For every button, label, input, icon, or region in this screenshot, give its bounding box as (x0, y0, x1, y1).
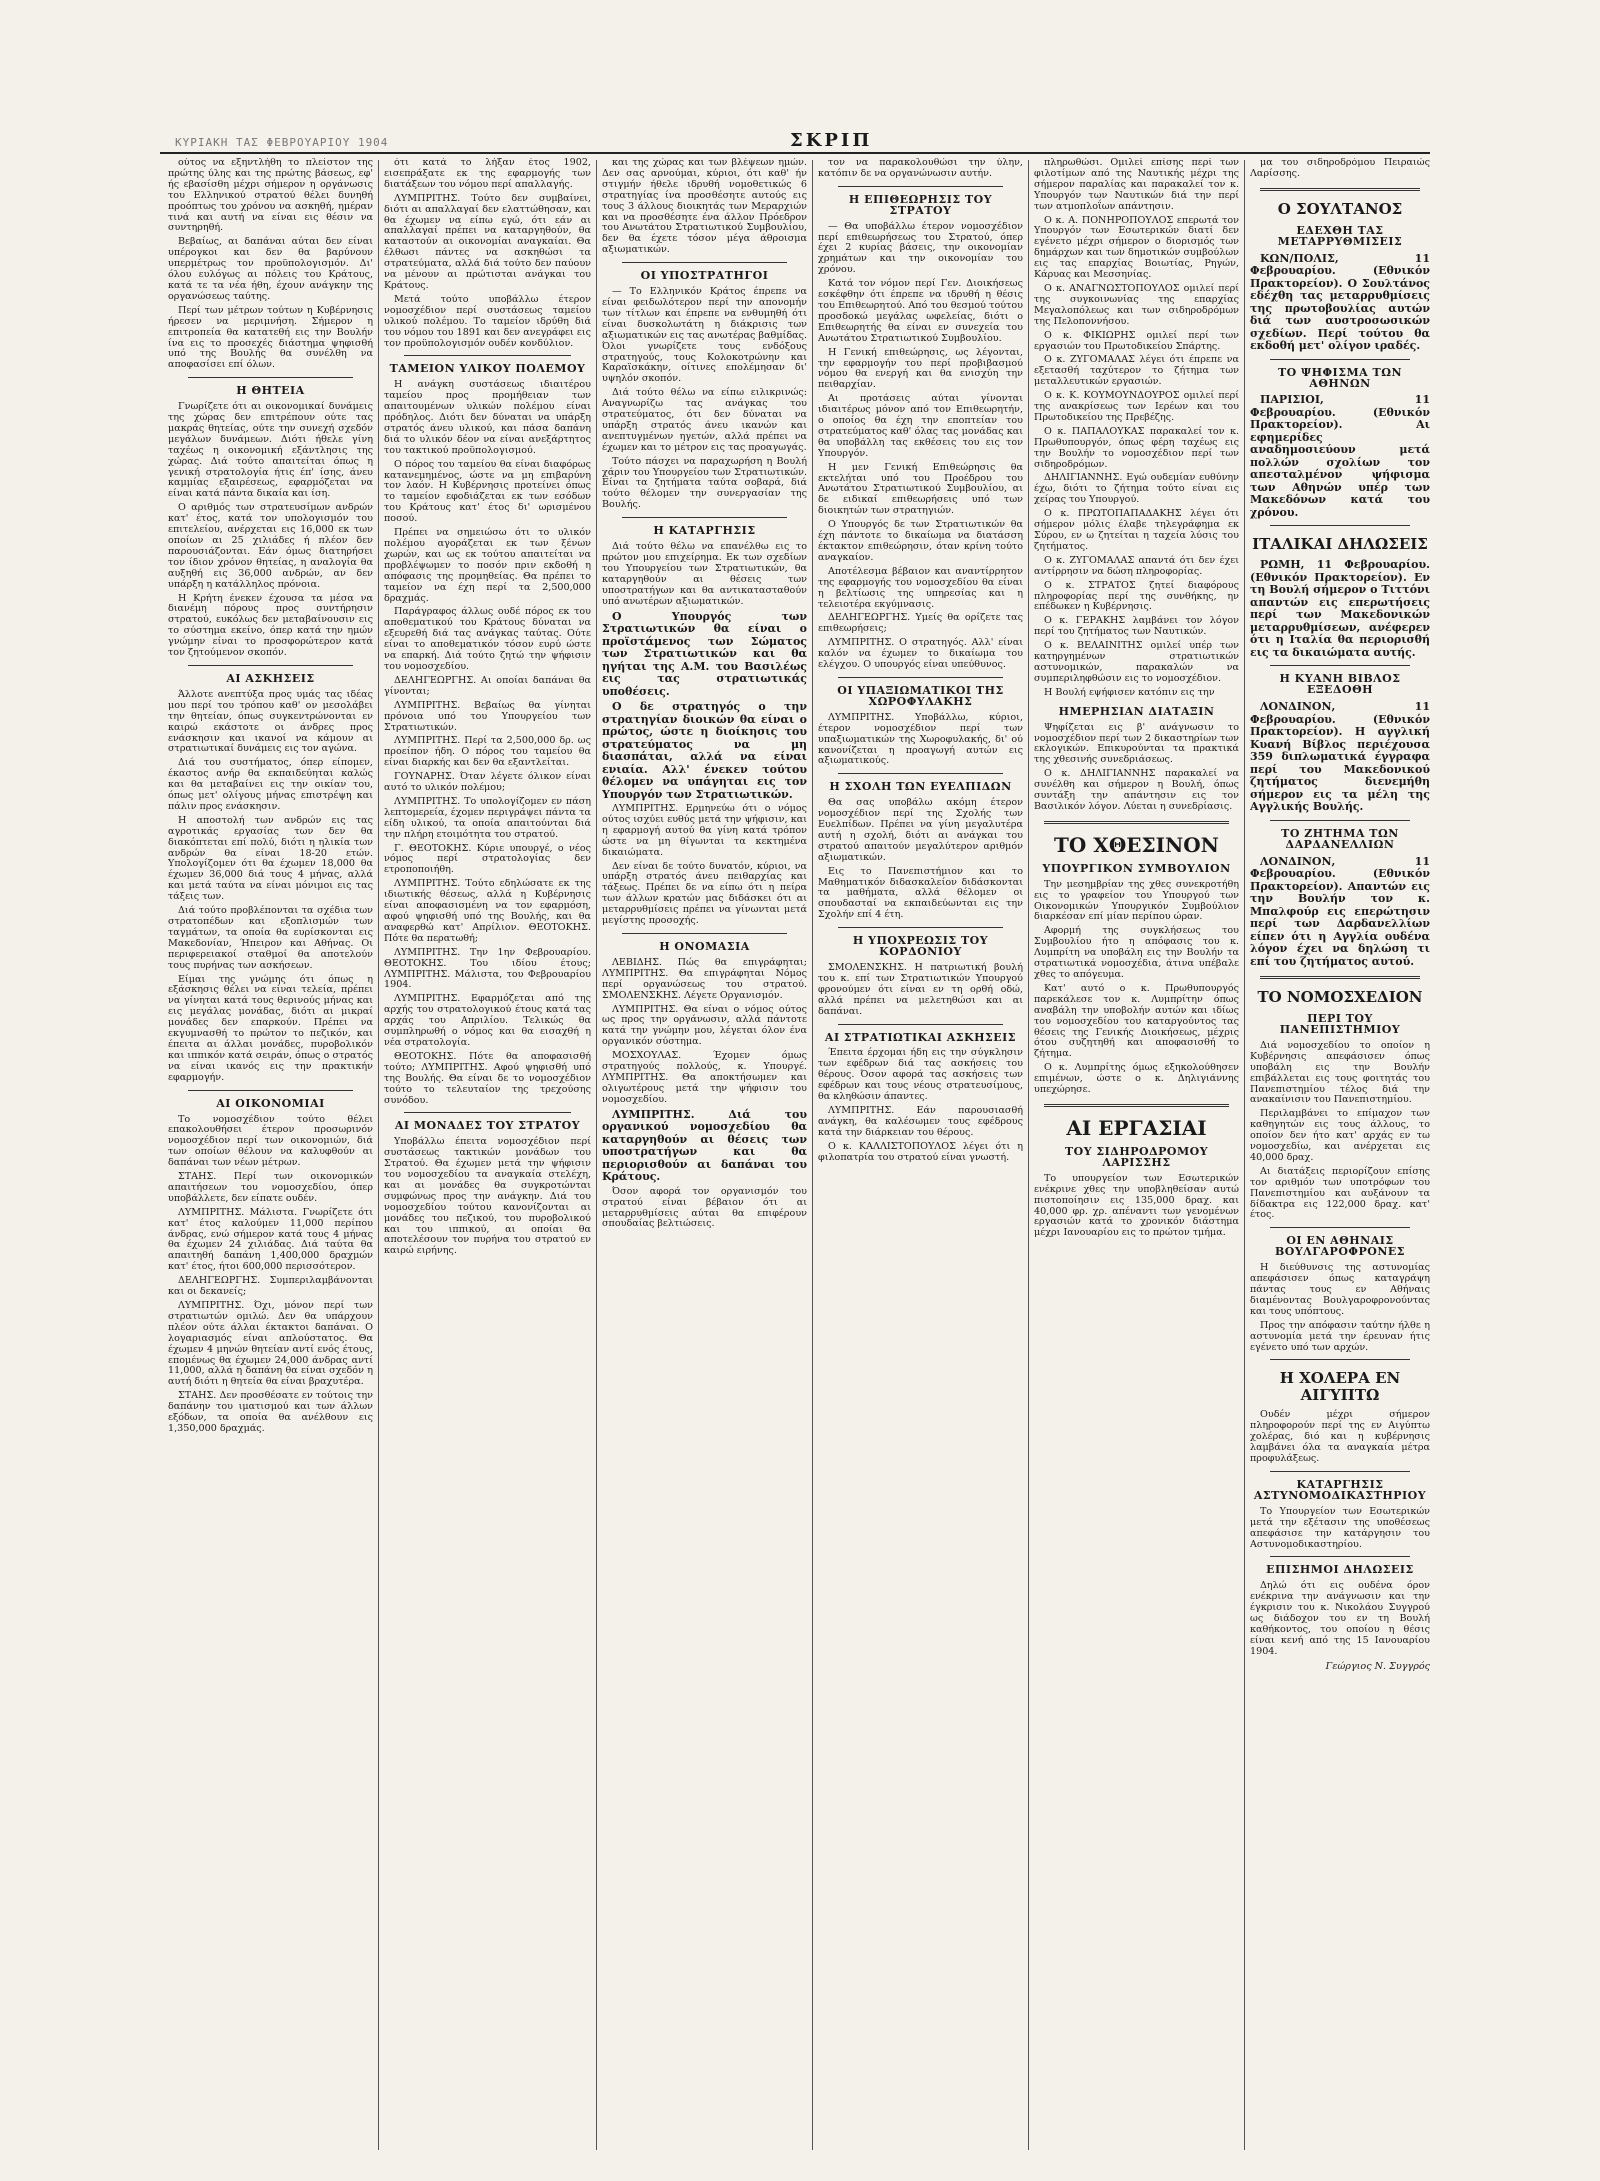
section-heading: ΗΜΕΡΗΣΙΑΝ ΔΙΑΤΑΞΙΝ (1058, 704, 1215, 718)
section-heading: ΤΑΜΕΙΟΝ ΥΛΙΚΟΥ ΠΟΛΕΜΟΥ (389, 362, 586, 376)
paragraph: ΛΥΜΠΡΙΤΗΣ. Ερμηνεύω ότι ο νόμος ούτος ισχύει ευθύς μετά την ψήφισιν, και η εφαρμογή αυτού θα γίνη κατά τρόπον ώστε να μη θίγωνται τα κεκτημένα δικαιώματα. (602, 803, 807, 858)
paragraph: Περί των μέτρων τούτων η Κυβέρνησις ήρεσεν να μεριμνήση. Σήμερον η επιτροπεία θα κατατεθή εις την Βουλήν ίνα εις το προσεχές διάστημα ψηφισθή υπό της Βουλής θα συνέλθη να αποφασίσει επί όλων. (168, 304, 373, 371)
paragraph: ΛΥΜΠΡΙΤΗΣ. Υποβάλλω, κύριοι, έτερον νομοσχέδιον περί των υπαξιωματικών της Χωροφυλακής, δι' ού κανονίζεται η προαγωγή αυτών εις αξιωματικούς. (818, 711, 1023, 767)
paragraph: Κατ' αυτό ο κ. Πρωθυπουργός παρεκάλεσε τον κ. Λυμπρίτην όπως αναβάλη την υποβολήν αυτών και ιδίως του νομοσχεδίου του καταργούντος τας θέσεις της Γενικής Διοικήσεως, μέχρις ότου συζητηθή και αποφασισθή το ζήτημα. (1034, 982, 1239, 1060)
paragraph: ΛΥΜΠΡΙΤΗΣ. Μάλιστα. Γνωρίζετε ότι κατ' έτος καλούμεν 11,000 περίπου άνδρας, ενώ σήμερον κατά τους 4 μήνας θα έχωμεν 24 χιλιάδας. Διά ταύτα θα απαιτηθή δαπάνη 1,400,000 δραχμών κατ' έτος, ήτοι 600,000 περισσότερον. (168, 1206, 373, 1273)
double-divider (1044, 821, 1229, 824)
section-heading: ΑΙ ΑΣΚΗΣΕΙΣ (226, 671, 315, 685)
column-rule (378, 160, 379, 2150)
paragraph: ΔΕΛΗΓΕΩΡΓΗΣ. Αι οποίαι δαπάναι θα γίνονται; (384, 674, 591, 697)
section-heading: ΚΑΤΑΡΓΗΣΙΣ ΑΣΤΥΝΟΜΟΔΙΚΑΣΤΗΡΙΟΥ (1253, 1477, 1427, 1502)
paragraph: Ο κ. ΒΕΛΑΙΝΙΤΗΣ ομιλεί υπέρ των κατηργημένων στρατιωτικών αστυνομικών, παρακαλών να συμπεριληφθώσιν εις το νομοσχέδιον. (1034, 640, 1239, 684)
section-heading-large: Η ΧΟΛΕΡΑ ΕΝ ΑΙΓΥΠΤΩ (1279, 1369, 1401, 1405)
section-heading: ΟΙ ΥΠΑΞΙΩΜΑΤΙΚΟΙ ΤΗΣ ΧΩΡΟΦΥΛΑΚΗΣ (837, 683, 1004, 708)
paragraph: Υποβάλλω έπειτα νομοσχέδιον περί συστάσεως τακτικών μονάδων του Στρατού. Θα έχωμεν μετά την ψήφισιν του νομοσχεδίου τα αναγκαία στελέχη, και αι μονάδες θα συγκροτώνται συμφώνως προς την ανάγκην. Διά του νομοσχεδίου τούτου κανονίζονται αι μονάδες του πεζικού, του πυροβολικού και του ιππικού, αι οποίαι θα αποτελέσουν τον πυρήνα του στρατού εν καιρώ ειρήνης. (384, 1136, 591, 1257)
divider (838, 773, 1003, 774)
column-1 (168, 158, 373, 2148)
paragraph: Ο κ. ΚΑΛΛΙΣΤΟΠΟΥΛΟΣ λέγει ότι η φιλοπατρία του στρατού είναι γνωστή. (818, 1140, 1023, 1163)
divider (622, 262, 787, 263)
paragraph: Άλλοτε ανεπτύξα προς υμάς τας ιδέας μου περί του τρόπου καθ' ον μεσολάβει την θητείαν, όπως συγκεντρώνονται εν καιρώ εκάστοτε οι άνδρες προς ενάσκησιν και ικανοί να κάμουν αι στρατιωτικαί δυνάμεις εις τον αγώνα. (168, 688, 373, 755)
paragraph: ότι κατά το λήξαν έτος 1902, εισεπράξατε εκ της εφαρμογής των διατάξεων του νόμου περί απαλλαγής. (384, 158, 591, 190)
divider (1270, 1359, 1410, 1360)
paragraph: ΛΥΜΠΡΙΤΗΣ. Ο στρατηγός. Αλλ' είναι καλόν να έχωμεν το δικαίωμα του ελέγχου. Ο υπουργός είναι υπεύθυνος. (818, 637, 1023, 671)
paragraph: — Το Ελληνικόν Κράτος έπρεπε να είναι φειδωλότερον περί την απονομήν των τίτλων και έπρεπε να ενθυμηθή ότι είναι δυσκολωτάτη η διάκρισις των αξιωματικών εις τας ανωτέρας βαθμίδας. Όλοι γνωρίζετε τους ενδόξους στρατηγούς, τους Κολοκοτρώνην και Καραϊσκάκην, οίτινες επολέμησαν δι' υψηλόν σκοπόν. (602, 286, 807, 385)
paragraph: ΛΥΜΠΡΙΤΗΣ. Εάν παρουσιασθή ανάγκη, θα καλέσωμεν τους εφέδρους κατά την διάρκειαν του θέρους. (818, 1104, 1023, 1138)
divider (404, 355, 571, 356)
paragraph: ΔΕΛΗΓΕΩΡΓΗΣ. Συμπεριλαμβάνονται και οι δεκανείς; (168, 1275, 373, 1298)
section-heading: ΤΟΥ ΣΙΔΗΡΟΔΡΟΜΟΥ ΛΑΡΙΣΣΗΣ (1064, 1144, 1209, 1169)
column-rule (596, 160, 597, 2150)
paragraph: Ο αριθμός των στρατευσίμων ανδρών κατ' έτος, κατά τον υπολογισμόν του επιτελείου, ανέρχεται εις 16,000 εκ των οποίων αι 25 χιλιάδες ή πλέον δεν παρουσιάζονται. Εάν όμως διατηρήσει τον ίδιον χρόνον θητείας, η αναλογία θα αυξηθή εις 36,000 ανδρών, αν δεν υπάρξη η κατάλληλος πρόνοια. (168, 502, 373, 590)
paragraph: ΛΕΒΙΔΗΣ. Πώς θα επιγράφηται; ΛΥΜΠΡΙΤΗΣ. Θα επιγράφηται Νόμος περί οργανώσεως του στρατού. ΣΜΟΛΕΝΣΚΗΣ. Λέγετε Οργανισμόν. (602, 956, 807, 1001)
divider (1270, 1556, 1410, 1557)
divider (1270, 1471, 1410, 1472)
paragraph: Ο κ. ΠΑΠΑΛΟΥΚΑΣ παρακαλεί τον κ. Πρωθυπουργόν, όπως φέρη ταχέως εις την Βουλήν το νομοσχέδιον περί των σιδηροδρόμων. (1034, 425, 1239, 470)
paragraph: Η ανάγκη συστάσεως ιδιαιτέρου ταμείου προς προμήθειαν των απαιτουμένων υλικών πολέμου είναι πρόδηλος. Διότι δεν δύναται να υπάρξη στρατός άνευ υλικού, και πάσα δαπάνη διά το υλικόν δέον να είναι ανεξάρτητος του τακτικού προϋπολογισμού. (384, 379, 591, 456)
paragraph: Ο κ. ΖΥΓΟΜΑΛΑΣ απαντά ότι δεν έχει αντίρρησιν να δώση πληροφορίας. (1034, 554, 1239, 577)
paragraph: Δηλώ ότι εις ουδένα όρον ενέκρινα την ανάγνωσιν και την έγκρισιν του κ. Νικολάου Συγγρού ως διάδοχον του εν τη Βουλή καθήκοντος, του οποίου η θέσις είναι κενή από της 15 Ιανουαρίου 1904. (1250, 1580, 1430, 1657)
paragraph: Η αποστολή των ανδρών εις τας αγροτικάς εργασίας των δεν θα διακόπτεται επί πολύ, διότι η ηλικία των ανδρών θα είναι 18-20 ετών. Υπολογίζομεν ότι θα έχωμεν 18,000 θα έχωμεν 36,000 διά τους 4 μήνας, αλλά και μετά ταύτα να είναι μόνιμοι εις τας τάξεις των. (168, 814, 373, 903)
paragraph: Η διεύθυνσις της αστυνομίας απεφάσισεν όπως καταγράψη πάντας τους εν Αθήναις διαμένοντας Βουλγαροφρονούντας και τους υπόπτους. (1250, 1262, 1430, 1317)
section-heading: ΠΕΡΙ ΤΟΥ ΠΑΝΕΠΙΣΤΗΜΙΟΥ (1279, 1012, 1401, 1036)
section-heading: ΤΟ ΨΗΦΙΣΜΑ ΤΩΝ ΑΘΗΝΩΝ (1277, 365, 1403, 390)
paragraph: Ο κ. ΣΤΡΑΤΟΣ ζητεί διαφόρους πληροφορίας περί της συνθήκης, ην επέδωκεν η Κυβέρνησις. (1034, 579, 1239, 613)
section-heading: ΕΠΙΣΗΜΟΙ ΔΗΛΩΣΕΙΣ (1266, 1563, 1414, 1577)
paragraph: ΘΕΟΤΟΚΗΣ. Πότε θα αποφασισθή τούτο; ΛΥΜΠΡΙΤΗΣ. Αφού ψηφισθή υπό της Βουλής. Θα είναι δε το νομοσχέδιον τούτο το τελευταίον της τρεχούσης συνόδου. (384, 1050, 591, 1106)
bold-paragraph: Ο δε στρατηγός ο την στρατηγίαν διοικών θα είναι ο πρώτος, ώστε η διοίκησις του στρατεύματος να μη διασπάται, αλλά να είναι ενιαία. Αλλ' ένεκεν τούτου θέλομεν να υπάγηται εις τον Υπουργόν των Στρατιωτικών. (602, 700, 807, 801)
divider (1270, 1227, 1410, 1228)
paragraph: Ο πόρος του ταμείου θα είναι διαφόρως κατανεμημένος, ώστε να μη επιβαρύνη τον λαόν. Η Κυβέρνησις προτείνει όπως το ταμείον εφοδιάζεται εκ των εσόδων του Κράτους κατ' έτος δι' ωρισμένου ποσού. (384, 458, 591, 525)
divider (188, 377, 353, 378)
paragraph: ΣΤΑΗΣ. Περί των οικονομικών απαιτήσεων του νομοσχεδίου, όπερ υποβάλλετε, δεν είπατε ουδέν. (168, 1171, 373, 1204)
paragraph: Το Υπουργείον των Εσωτερικών μετά την εξέτασιν της υποθέσεως απεφάσισε την κατάργησιν του Αστυνομοδικαστηρίου. (1250, 1505, 1430, 1550)
bold-paragraph: ΛΟΝΔΙΝΟΝ, 11 Φεβρουαρίου. (Εθνικόν Πρακτορείον). Η αγγλική Κυανή Βίβλος περιέχουσα 359 διπλωματικά έγγραφα περί του Μακεδονικού ζητήματος διενεμήθη σήμερον εις τα μέλη της Αγγλικής Βουλής. (1250, 700, 1430, 814)
divider (622, 933, 787, 934)
paragraph: τον να παρακολουθώσι την ύλην, κατόπιν δε να οργανώνωσιν αυτήν. (818, 158, 1023, 179)
divider (1270, 665, 1410, 666)
paragraph: ΛΥΜΠΡΙΤΗΣ. Περί τα 2,500,000 δρ. ως προείπον ήδη. Ο πόρος του ταμείου θα είναι διαρκής και δεν θα εξαντλείται. (384, 735, 591, 769)
paragraph: ούτος να εξηντλήθη το πλείστον της πρώτης ύλης και της πρώτης βάσεως, εφ' ής εβασίσθη μέχρι σήμερον η οργάνωσις του Ελληνικού στρατού θέλει δυνηθή προόπτως του χρόνου να ασκηθή, ημέραν τινά και αυτή να είναι εις θέσιν να συντηρηθή. (168, 158, 373, 234)
section-heading: ΟΙ ΕΝ ΑΘΗΝΑΙΣ ΒΟΥΛΓΑΡΟΦΡΟΝΕΣ (1274, 1234, 1406, 1259)
masthead-title: ΣΚΡΙΠ (790, 130, 873, 151)
paragraph: Αποτέλεσμα βέβαιον και αναντίρρητον της εφαρμογής του νομοσχεδίου θα είναι η βελτίωσις της υπηρεσίας και η τελειοτέρα εκγύμνασις. (818, 565, 1023, 610)
divider (1270, 525, 1410, 526)
paragraph: Γνωρίζετε ότι αι οικονομικαί δυνάμεις της χώρας δεν επιτρέπουν ούτε τας μακράς θητείας, ούτε την συνεχή σχεδόν μεγάλων δυνάμεων. Διότι ήθελε γίνη ταχέως η οικονομική εξάντλησις της χώρας. Διά τούτο απαιτείται όπως η γενική στρατολογία ήτις έπ' ίσης, άνευ καμμίας εξαιρέσεως, εφαρμόζεται να είναι κατά πάντα δικαία και ίση. (168, 401, 373, 500)
section-heading: Η ΚΑΤΑΡΓΗΣΙΣ (653, 524, 756, 538)
paragraph: ΛΥΜΠΡΙΤΗΣ. Εφαρμόζεται από της αρχής του στρατολογικού έτους κατά τας αρχάς του Απριλίου. Τελικώς θα συμπληρωθή ο νόμος και θα εισαχθή η νέα στρατολογία. (384, 993, 591, 1048)
paragraph: Αι προτάσεις αύται γίνονται ιδιαιτέρως μόνον από τον Επιθεωρητήν, ο οποίος θα έχη την εποπτείαν του στρατεύματος καθ' όλας τας μονάδας και θα υποβάλλη τας εκθέσεις του εις τον Υπουργόν. (818, 393, 1023, 459)
section-heading-large: ΙΤΑΛΙΚΑΙ ΔΗΛΩΣΕΙΣ (1252, 535, 1428, 554)
masthead-date-line: ΚΥΡΙΑΚΗ ΤΑΣ ΦΕΒΡΟΥΑΡΙΟΥ 1904 (175, 136, 389, 149)
section-heading: Η ΣΧΟΛΗ ΤΩΝ ΕΥΕΛΠΙΔΩΝ (829, 780, 1012, 794)
paragraph: Ουδέν μέχρι σήμερον πληροφορούν περί της εν Αιγύπτω χολέρας, διό και η κυβέρνησις λαμβάνει όλα τα αναγκαία μέτρα προφυλάξεως. (1250, 1409, 1430, 1465)
column-5 (1034, 158, 1239, 2148)
divider (188, 665, 353, 666)
column-rule (1244, 160, 1245, 2150)
paragraph: Αφορμή της συγκλήσεως του Συμβουλίου ήτο η απόφασις του κ. Λυμπρίτη να υποβάλη εις την Βουλήν τα στρατιωτικά νομοσχέδια, άτινα υπέβαλε χθες το απόγευμα. (1034, 925, 1239, 980)
paragraph: Όσον αφορά τον οργανισμόν του στρατού είναι βέβαιον ότι αι μεταρρυθμίσεις αύται θα επιφέρουν σπουδαίας βελτιώσεις. (602, 1185, 807, 1230)
section-heading: ΑΙ ΟΙΚΟΝΟΜΙΑΙ (216, 1096, 325, 1110)
paragraph: Αι διατάξεις περιορίζουν επίσης τον αριθμόν των υποτρόφων του Πανεπιστημίου και αυξάνουν τα δίδακτρα εις 122,000 δραχ. κατ' έτος. (1250, 1165, 1430, 1221)
masthead-rule (160, 152, 1430, 154)
paragraph: ΣΜΟΛΕΝΣΚΗΣ. Η πατριωτική βουλή του κ. επί των Στρατιωτικών Υπουργού φρονούμεν ότι είναι εν τη ορθή οδώ, αλλά πρέπει να μελετηθώσι και αι δαπάναι. (818, 962, 1023, 1017)
paragraph: Ο κ. Κ. ΚΟΥΜΟΥΝΔΟΥΡΟΣ ομιλεί περί της ανακρίσεως των Ιερέων και του Πρωτοδικείου της Πρεβέζης. (1034, 390, 1239, 423)
paragraph: Βεβαίως, αι δαπάναι αύται δεν είναι υπέρογκοι και δεν θα βαρύνουν υπερμέτρως τον προϋπολογισμόν. Δι' όλου ευλόγως αι πόλεις του Κράτους, κατά τε τα νέα ήθη, έχουν ανάγκην της οργανώσεως ταύτης. (168, 236, 373, 302)
paragraph: ΓΟΥΝΑΡΗΣ. Όταν λέγετε όλικον είναι αυτό το υλικόν πολέμου; (384, 771, 591, 794)
paragraph: Περιλαμβάνει το επίμαχον των καθηγητών εις τους άλλους, το οποίον δεν ήτο κατ' αρχάς εν τω νομοσχεδίω, και ανέρχεται εις 40,000 δραχ. (1250, 1108, 1430, 1163)
paragraph: Διά νομοσχεδίου το οποίον η Κυβέρνησις απεφάσισεν όπως υποβάλη εις την Βουλήν επιβάλλεται εις τους φοιτητάς του Πανεπιστημίου τέλος διά την ανακαίνισιν του Πανεπιστημίου. (1250, 1039, 1430, 1106)
section-heading: Η ΕΠΙΘΕΩΡΗΣΙΣ ΤΟΥ ΣΤΡΑΤΟΥ (848, 192, 993, 217)
paragraph: ΛΥΜΠΡΙΤΗΣ. Την 1ην Φεβρουαρίου. ΘΕΟΤΟΚΗΣ. Του ιδίου έτους; ΛΥΜΠΡΙΤΗΣ. Μάλιστα, του Φεβρουαρίου 1904. (384, 946, 591, 991)
paragraph: Μετά τούτο υποβάλλω έτερον νομοσχέδιον περί συστάσεως ταμείου υλικού πολέμου. Το ταμείον ιδρύθη διά του νόμου του 1891 και δεν ανεγράφει εις τον προϋπολογισμόν ουδέν κονδύλιον. (384, 293, 591, 349)
column-4 (818, 158, 1023, 2148)
paragraph: Ο Υπουργός δε των Στρατιωτικών θα έχη πάντοτε το δικαίωμα να διατάσση έκτακτον επιθεώρησιν, όταν κρίνη τούτο αναγκαίον. (818, 519, 1023, 563)
paragraph: ΛΥΜΠΡΙΤΗΣ. Θα είναι ο νόμος ούτος ως προς την οργάνωσιν, αλλά πάντοτε κατά την γνώμην μου, λέγεται όλον ένα οργανικόν σύστημα. (602, 1003, 807, 1048)
divider (838, 1024, 1003, 1025)
paragraph: Ο κ. Α. ΠΟΝΗΡΟΠΟΥΛΟΣ επερωτά τον Υπουργόν των Εσωτερικών διατί δεν εγένετο μέχρι σήμερον ο διορισμός των δημάρχων και των δημοτικών συμβούλων εις τας επαρχίας Βοιωτίας, Ρηγών, Κάρυας και Μεσσηνίας. (1034, 214, 1239, 281)
paragraph: Παράγραφος άλλως ουδέ πόρος εκ του αποθεματικού του Κράτους δύναται να εξευρεθή διά τας ανάγκας ταύτας. Ούτε είναι το αποθεματικόν τόσον ευρύ ώστε να επαρκή. Διά τούτο ζητώ την ψήφισιν του νομοσχεδίου. (384, 606, 591, 672)
column-rule (1028, 160, 1029, 2150)
divider (838, 677, 1003, 678)
paragraph: Διά τούτο θέλω να επανέλθω εις το πρώτον μου επιχείρημα. Εκ των σχεδίων του Υπουργείου των Στρατιωτικών, θα καταργηθούν αι θέσεις των υποστρατήγων και θα αντικατασταθούν υπό ανωτέρων αξιωματικών. (602, 541, 807, 607)
paragraph: Η Κρήτη ένεκεν έχουσα τα μέσα να διανέμη πόρους προς συντήρησιν στρατού, ευκόλως δεν μεταβαίνουσιν εις το σύστημα εκείνο, όπερ κατά την ημών γνώμην είναι το προσφορώτερον κατά τον ζητούμενον σκοπόν. (168, 592, 373, 659)
divider (622, 517, 787, 518)
section-heading: ΤΟ ΖΗΤΗΜΑ ΤΩΝ ΔΑΡΔΑΝΕΛΛΙΩΝ (1281, 826, 1399, 851)
paragraph: Διά τούτο θέλω να είπω ειλικρινώς: Αναγνωρίζω τας ανάγκας του στρατεύματος, ότι δεν δύναται να υπάρξη στρατός άνευ ικανών και ανεπτυγμένων ηγετών, αλλά πρέπει να έχωμεν και το μέτρον εις τας προαγωγάς. (602, 387, 807, 453)
section-heading: Η ΚΥΑΝΗ ΒΙΒΛΟΣ ΕΞΕΔΟΘΗ (1279, 672, 1401, 697)
paragraph: ΛΥΜΠΡΙΤΗΣ. Τούτο εδηλώσατε εκ της ιδιωτικής θέσεως, αλλά η Κυβέρνησις είναι αποφασισμένη να τον εφαρμόση, αφού ψηφισθή υπό της Βουλής, και θα αναφερθώ κατ' Απρίλιον. ΘΕΟΤΟΚΗΣ. Πότε θα περατωθή; (384, 878, 591, 944)
paragraph: πληρωθώσι. Ομιλεί επίσης περί των φιλοτίμων από της Ναυτικής μέχρι της σήμερον παραλίας και παρακαλεί τον κ. Υπουργόν των Ναυτικών διά την περί των ατμοπλοΐων απάντησιν. (1034, 158, 1239, 212)
divider (404, 1112, 571, 1113)
paragraph: Το νομοσχέδιον τούτο θέλει επακολουθήσει έτερον προσωρινόν νομοσχέδιον περί των οικονομιών, διά των οποίων θέλουν να καλυφθούν αι δαπάναι των νέων μέτρων. (168, 1113, 373, 1169)
divider (838, 186, 1003, 187)
divider (1270, 820, 1410, 821)
paragraph: Θα σας υποβάλω ακόμη έτερον νομοσχέδιον περί της Σχολής των Ευελπίδων. Πρέπει να γίνη μεγαλυτέρα αυτή η σχολή, διότι αι ανάγκαι του στρατού απαιτούν μεγαλύτερον αριθμόν αξιωματικών. (818, 797, 1023, 863)
paragraph: ΛΥΜΠΡΙΤΗΣ. Βεβαίως θα γίνηται πρόνοια υπό του Υπουργείου των Στρατιωτικών. (384, 699, 591, 733)
paragraph: Δεν είναι δε τούτο δυνατόν, κύριοι, να υπάρξη στρατός άνευ πειθαρχίας και τάξεως. Πρέπει δε να είπω ότι η πείρα των άλλων κρατών μας διδάσκει ότι αι μεταρρυθμίσεις πρέπει να γίνωνται μετά μεγίστης προσοχής. (602, 860, 807, 927)
paragraph: Διά του συστήματος, όπερ είπομεν, έκαστος ανήρ θα εκπαιδεύηται καλώς και θα μεταβαίνει εις την οικίαν του, όπως μετ' ολίγους μήνας επιστρέψη και πάλιν προς ενάσκησιν. (168, 757, 373, 812)
paragraph: Το υπουργείον των Εσωτερικών ενέκρινε χθες την υποβληθείσαν αυτώ πιστοποίησιν εις 135,000 δραχ. και 40,000 φρ. χρ. απέναντι των γενομένων εργασιών κατά το χρονικόν διάστημα μέχρι Ιανουαρίου εις το πρώτον τμήμα. (1034, 1172, 1239, 1239)
paragraph: Ο κ. ΠΡΩΤΟΠΑΠΑΔΑΚΗΣ λέγει ότι σήμερον μόλις έλαβε τηλεγράφημα εκ Σύρου, εν ω ζητείται η ταχεία λύσις του ζητήματος. (1034, 508, 1239, 552)
section-heading-large: ΤΟ ΝΟΜΟΣΧΕΔΙΟΝ (1257, 988, 1423, 1007)
paragraph: Η Γενική επιθεώρησις, ως λέγονται, την εφαρμογήν του περί προβιβασμού νόμου θα ενεργή και θα ενισχύη την πειθαρχίαν. (818, 346, 1023, 391)
section-heading: Η ΟΝΟΜΑΣΙΑ (659, 940, 750, 953)
double-divider (1260, 976, 1420, 979)
section-heading-large: Ο ΣΟΥΛΤΑΝΟΣ (1277, 199, 1403, 218)
paragraph: Ο κ. ΖΥΓΟΜΑΛΑΣ λέγει ότι έπρεπε να εξετασθή ταχύτερον το ζήτημα των μεταλλευτικών εργασιών. (1034, 354, 1239, 388)
column-3 (602, 158, 807, 2148)
paragraph: ΔΗΛΙΓΙΑΝΝΗΣ. Εγώ ουδεμίαν ευθύνην έχω, διότι το ζήτημα τούτο είναι εις χείρας του Υπουργού. (1034, 472, 1239, 506)
section-heading: Η ΘΗΤΕΙΑ (236, 384, 305, 398)
bold-paragraph: ΚΩΝ/ΠΟΛΙΣ, 11 Φεβρουαρίου. (Εθνικόν Πρακτορείον). Ο Σουλτάνος εδέχθη τας μεταρρυθμίσεις της πρωτοβουλίας αυτών διά των αυστροσωσικών σχεδίων. Περί τούτου θα εκδοθή μετ' ολίγον ιραδές. (1250, 251, 1430, 353)
paragraph: Διά τούτο προβλέπονται τα σχέδια των στρατοπέδων και εξοπλισμών των ταγμάτων, τα οποία θα ευρίσκονται εις Μακεδονίαν, Ήπειρον και Αθήνας. Οι περιφερειακοί σταθμοί θα αποτελούν τους πυρήνας των ασκήσεων. (168, 905, 373, 971)
paragraph: Η Βουλή εψήφισεν κατόπιν εις την (1044, 686, 1215, 698)
paragraph: Τούτο πάσχει να παραχωρήση η Βουλή χάριν του Υπουργείου των Στρατιωτικών. Είναι τα ζητήματα ταύτα σοβαρά, διά τούτο θέλομεν την συνεργασίαν της Βουλής. (602, 455, 807, 511)
column-6 (1250, 158, 1430, 2148)
column-2 (384, 158, 591, 2148)
paragraph: και της χώρας και των βλέψεων ημών. Δεν σας αρνούμαι, κύριοι, ότι καθ' ήν στιγμήν ήθελε ιδρυθή νομοθετικώς 6 στρατηγίας ίνα προσθέσητε αυτούς εις τους 3 άλλους διοικητάς των Μεραρχιών και να προσθέσητε ένα άλλον Πρόεδρον του Ανωτάτου Στρατιωτικού Συμβουλίου, δεν θα έχετε τόσον μέγα άθροισμα αξιωματικών. (602, 158, 807, 256)
section-heading: ΟΙ ΥΠΟΣΤΡΑΤΗΓΟΙ (640, 269, 769, 283)
bold-paragraph: ΠΑΡΙΣΙΟΙ, 11 Φεβρουαρίου. (Εθνικόν Πρακτορείον). Αι εφημερίδες αναδημοσιεύουν μετά πολλών σχολίων τον απεσταλμένον ψήφισμα των Αθηνών υπέρ των Μακεδόνων κατά του χρόνου. (1250, 393, 1430, 519)
section-heading: ΥΠΟΥΡΓΙΚΟΝ ΣΥΜΒΟΥΛΙΟΝ (1042, 861, 1231, 875)
divider (188, 1090, 353, 1091)
paragraph: Ψηφίζεται εις β' ανάγνωσιν το νομοσχέδιον περί των 2 δικαστηρίων των εκλογικών. Επικυρούνται τα πρακτικά της χθεσινής συνεδριάσεως. (1034, 721, 1239, 766)
paragraph: Εις το Πανεπιστήμιον και το Μαθηματικόν διδασκαλείον διδάσκονται τα μαθήματα, αλλά θέλομεν οι σπουδασταί να εκπαιδεύωνται εις την Σχολήν επί 4 έτη. (818, 865, 1023, 921)
divider (1270, 359, 1410, 360)
double-divider (1260, 188, 1420, 191)
bold-paragraph: ΛΥΜΠΡΙΤΗΣ. Διά του οργανικού νομοσχεδίου θα καταργηθούν αι θέσεις των υποστρατήγων και θα περιορισθούν αι δαπάναι του Κράτους. (602, 1107, 807, 1184)
section-heading: ΑΙ ΜΟΝΑΔΕΣ ΤΟΥ ΣΤΡΑΤΟΥ (394, 1119, 581, 1133)
paragraph: Έπειτα έρχομαι ήδη εις την σύγκλησιν των εφέδρων διά τας ασκήσεις του θέρους. Όσον αφορά τας ασκήσεις των εφέδρων και τους νέους στρατευσίμους, θα κληθώσιν άπαντες. (818, 1047, 1023, 1103)
paragraph: ΜΟΣΧΟΥΛΑΣ. Έχομεν όμως στρατηγούς πολλούς, κ. Υπουργέ. ΛΥΜΠΡΙΤΗΣ. Θα αποκτήσωμεν και ολιγωτέρους μετά την ψήφισιν του νομοσχεδίου. (602, 1050, 807, 1105)
paragraph: Ο κ. ΦΙΚΙΩΡΗΣ ομιλεί περί των εργασιών του Πρωτοδικείου Σπάρτης. (1034, 329, 1239, 352)
paragraph: Προς την απόφασιν ταύτην ήλθε η αστυνομία μετά την έρευναν ήτις εγένετο υπό των αρχών. (1250, 1319, 1430, 1353)
paragraph: Την μεσημβρίαν της χθες συνεκροτήθη εις το γραφείον του Υπουργού των Οικονομικών Υπουργικόν Συμβούλιον διαρκέσαν επί μίαν περίπου ώραν. (1034, 878, 1239, 923)
bold-paragraph: ΡΩΜΗ, 11 Φεβρουαρίου. (Εθνικόν Πρακτορείον). Εν τη Βουλή σήμερον ο Τιττόνι απαντών εις επερωτήσεις περί των Μακεδονικών μεταρρυθμίσεων, ανέφερεν ότι η Ιταλία θα περιορισθή εις τα δικαιώματα αυτής. (1250, 558, 1430, 659)
paragraph: Γ. ΘΕΟΤΟΚΗΣ. Κύριε υπουργέ, ο νέος νόμος περί στρατολογίας δεν ετροποποιήθη. (384, 842, 591, 876)
paragraph: Είμαι της γνώμης ότι όπως η εξάσκησις θέλει να είναι τελεία, πρέπει να γίνηται κατά τους θερινούς μήνας και εις μεγάλας μονάδας, διότι αι μικραί μονάδες δεν επαρκούν. Πρέπει να εκγυμνασθή το πρώτον το πεζικόν, και έπειτα αι άλλαι μονάδες, πυροβολικόν και ιππικόν κατά σειράν, όπως ο στρατός να είναι ικανός εις την πρακτικήν εφαρμογήν. (168, 973, 373, 1083)
paragraph: ΛΥΜΠΡΙΤΗΣ. Τούτο δεν συμβαίνει, διότι αι απαλλαγαί δεν ελαττώθησαν, και θα έχωμεν να είπω εγώ, ότι εάν αι απαλλαγαί πρέπει να καταργηθούν, θα καταστούν αι οικονομίαι αναγκαίαι. Θα έλθωσι πάντες να ασκηθώσι τα στρατεύματα, αλλά διά τούτο δεν παύουν να μένουν αι πρώτισται ανάγκαι του Κράτους. (384, 192, 591, 291)
bold-paragraph: ΛΟΝΔΙΝΟΝ, 11 Φεβρουαρίου. (Εθνικόν Πρακτορείον). Απαντών εις την Βουλήν τον κ. Μπαλφούρ εις επερώτησιν περί των Δαρδανελλίων είπεν ότι η Αγγλία ουδένα λόγον έχει να δηλώση τι επί του ζητήματος αυτού. (1250, 854, 1430, 968)
paragraph: Πρέπει να σημειώσω ότι το υλικόν πολέμου αγοράζεται εκ των ξένων χωρών, και ως εκ τούτου απαιτείται να προβλέψωμεν το ποσόν πριν εκδοθή η απόφασις της προμηθείας. Θα πρέπει το ταμείον να έχη περί τα 2,500,000 δραχμάς. (384, 527, 591, 604)
section-heading: ΕΔΕΧΘΗ ΤΑΣ ΜΕΤΑΡΡΥΘΜΙΣΕΙΣ (1277, 223, 1403, 248)
section-heading: Η ΥΠΟΧΡΕΩΣΙΣ ΤΟΥ ΚΟΡΔΟΝΙΟΥ (852, 934, 989, 959)
paragraph: Ο κ. ΔΗΛΙΓΙΑΝΝΗΣ παρακαλεί να συνέλθη και σήμερον η Βουλή, όπως συντάξη την απάντησιν εις τον Βασιλικόν λόγον. Λύεται η συνεδρίασις. (1034, 768, 1239, 812)
divider (838, 927, 1003, 928)
paragraph: Ο κ. Λυμπρίτης όμως εξηκολούθησεν επιμένων, ώστε ο κ. Δηλιγιάννης υπεχώρησε. (1034, 1062, 1239, 1096)
double-divider (1044, 1104, 1229, 1107)
paragraph: Η μεν Γενική Επιθεώρησις θα εκτελήται υπό του Προέδρου του Ανωτάτου Στρατιωτικού Συμβουλίου, αι δε ειδικαί επιθεωρήσεις υπό των διοικητών των στρατηγιών. (818, 461, 1023, 517)
section-heading: ΑΙ ΣΤΡΑΤΙΩΤΙΚΑΙ ΑΣΚΗΣΕΙΣ (824, 1030, 1017, 1044)
paragraph: ΛΥΜΠΡΙΤΗΣ. Όχι, μόνον περί των στρατιωτών ομιλώ. Δεν θα υπάρχουν πλέον ούτε άλλαι έκτακτοι δαπάναι. Ο λογαριασμός είναι απλούστατος. Θα έχωμεν 4 μηνών θητείαν αντί ενός έτους, επομένως θα έχωμεν 24,000 άνδρας αντί 11,000, αλλά η δαπάνη θα είναι σχεδόν η αυτή διότι η θητεία θα είναι βραχυτέρα. (168, 1300, 373, 1388)
paragraph: Ο κ. ΑΝΑΓΝΩΣΤΟΠΟΥΛΟΣ ομιλεί περί της συγκοινωνίας της επαρχίας Μεγαλοπόλεως και των σιδηροδρόμων της Πελοποννήσου. (1034, 282, 1239, 327)
column-rule (812, 160, 813, 2150)
paragraph: μα του σιδηροδρόμου Πειραιώς Λαρίσσης. (1250, 158, 1430, 179)
paragraph: — Θα υποβάλλω έτερον νομοσχέδιον περί επιθεωρήσεως του Στρατού, όπερ έχει 2 κυρίας βάσεις, την οικονομίαν χρημάτων και την οικονομίαν του χρόνου. (818, 220, 1023, 276)
signature: Γεώργιος Ν. Συγγρός (1325, 1660, 1430, 1672)
paragraph: ΣΤΑΗΣ. Δεν προσθέσατε εν τούτοις την δαπάνην του ιματισμού και των άλλων εξόδων, τα οποία θα ανέλθουν εις 1,350,000 δραχμάς. (168, 1390, 373, 1434)
paragraph: ΔΕΛΗΓΕΩΡΓΗΣ. Υμείς θα ορίζετε τας επιθεωρήσεις; (818, 612, 1023, 635)
paragraph: ΛΥΜΠΡΙΤΗΣ. Το υπολογίζομεν εν πάση λεπτομερεία, έχομεν περιγράψει πάντα τα είδη υλικού, τα οποία απαιτούνται διά την πλήρη ετοιμότητα του στρατού. (384, 795, 591, 840)
paragraph: Ο κ. ΓΕΡΑΚΗΣ λαμβάνει τον λόγον περί του ζητήματος των Ναυτικών. (1034, 615, 1239, 638)
bold-paragraph: Ο Υπουργός των Στρατιωτικών θα είναι ο προϊστάμενος των Σώματος των Στρατιωτικών και θα ηγήται της Α.Μ. του Βασιλέως εις τας στρατιωτικάς υποθέσεις. (602, 609, 807, 698)
section-heading-large: ΤΟ ΧΘΕΣΙΝΟΝ (1054, 832, 1219, 857)
paragraph: Κατά τον νόμον περί Γεν. Διοικήσεως εσκέφθην ότι έπρεπε να ιδρυθή η θέσις του Επιθεωρητού. Από του θεσμού τούτου προσδοκώ μεγάλας ωφελείας, διότι ο Επιθεωρητής θα είναι εν συνεχεία του Ανωτάτου Στρατιωτικού Συμβουλίου. (818, 278, 1023, 344)
section-heading-large: ΑΙ ΕΡΓΑΣΙΑΙ (1066, 1115, 1207, 1140)
